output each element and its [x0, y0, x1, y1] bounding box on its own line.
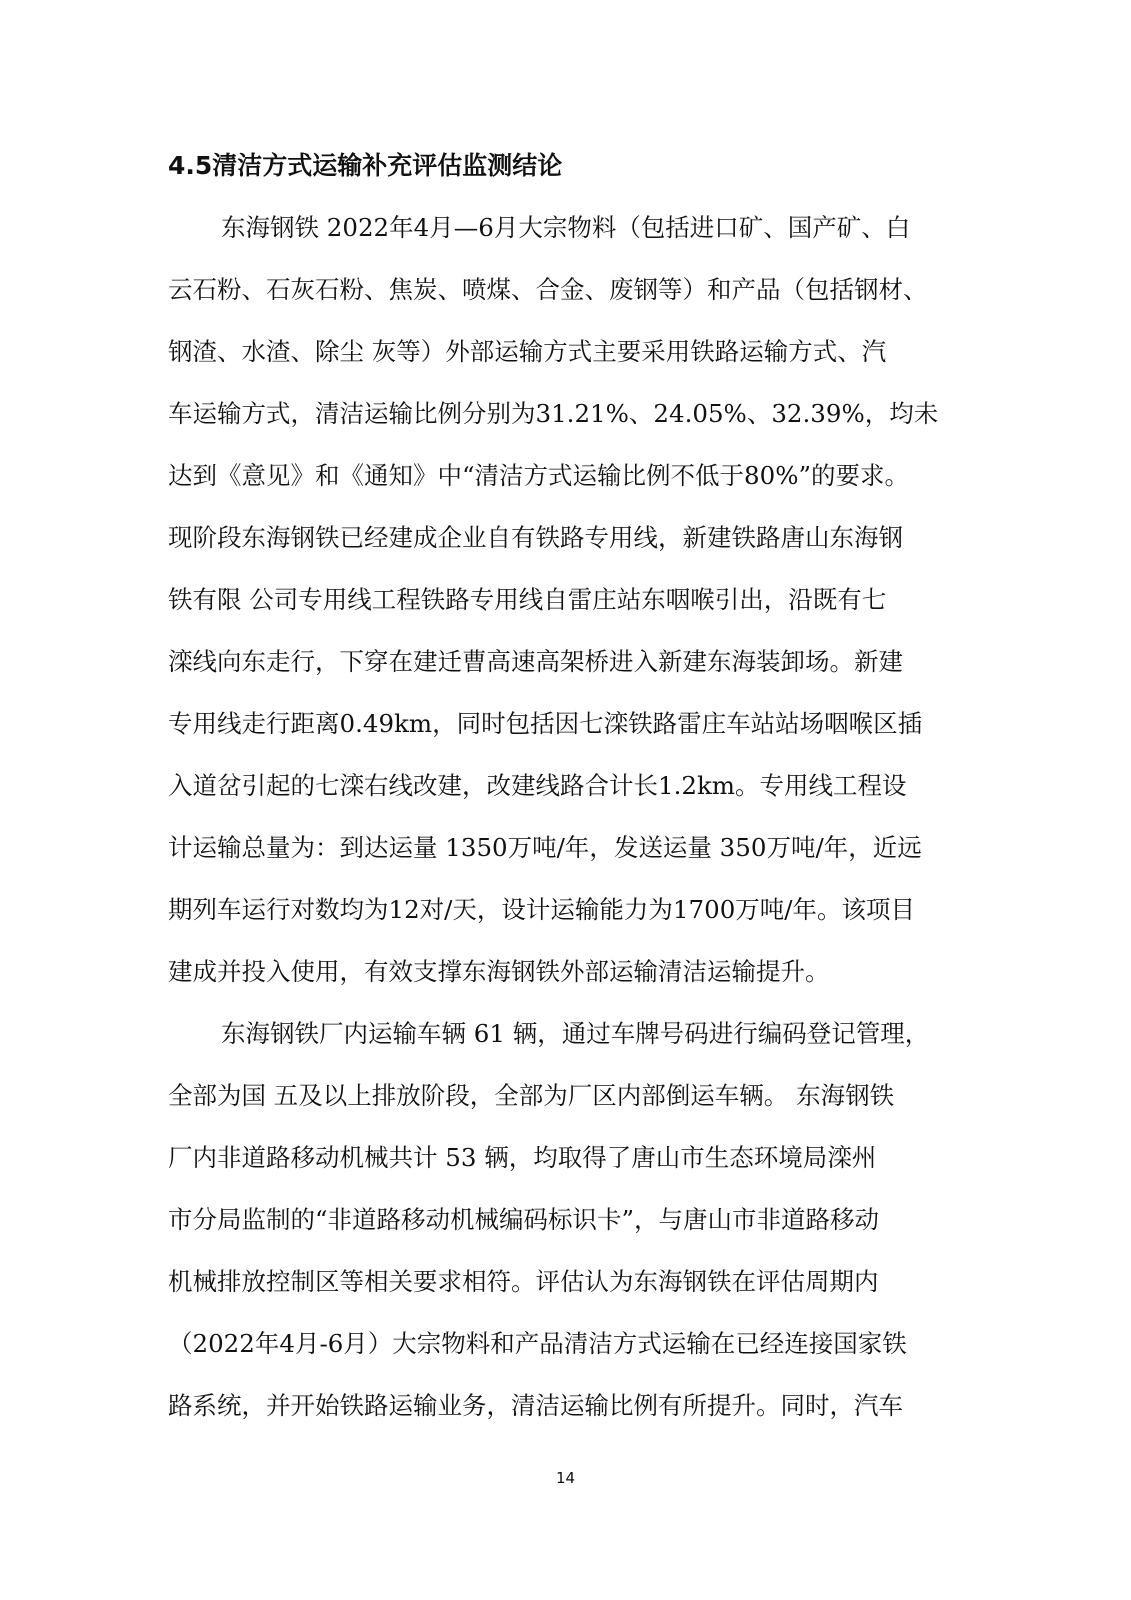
- paragraph-2-line-5: 机械排放控制区等相关要求相符。评估认为东海钢铁在评估周期内: [168, 1267, 879, 1296]
- paragraph-1-line-5: 达到《意见》和《通知》中“清洁方式运输比例不低于80%”的要求。: [168, 461, 910, 490]
- paragraph-1-line-8: 滦线向东走行，下穿在建迁曹高速高架桥进入新建东海装卸场。新建: [168, 647, 903, 676]
- paragraph-2-line-2: 全部为国 五及以上排放阶段，全部为厂区内部倒运车辆。 东海钢铁: [168, 1081, 895, 1110]
- page-number: 14: [555, 1469, 576, 1487]
- paragraph-1-line-10: 入道岔引起的七滦右线改建，改建线路合计长1.2km。专用线工程设: [168, 771, 907, 800]
- paragraph-1-line-13: 建成并投入使用，有效支撑东海钢铁外部运输清洁运输提升。: [168, 957, 830, 986]
- paragraph-1-line-3: 钢渣、水渣、除尘 灰等）外部运输方式主要采用铁路运输方式、汽: [168, 337, 887, 366]
- paragraph-2-line-4: 市分局监制的“非道路移动机械编码标识卡”，与唐山市非道路移动: [168, 1205, 880, 1234]
- paragraph-1-line-11: 计运输总量为：到达运量 1350万吨/年，发送运量 350万吨/年，近远: [168, 833, 922, 862]
- section-heading: 4.5清洁方式运输补充评估监测结论: [168, 151, 563, 180]
- paragraph-1-line-6: 现阶段东海钢铁已经建成企业自有铁路专用线，新建铁路唐山东海钢: [168, 523, 903, 552]
- paragraph-1-line-7: 铁有限 公司专用线工程铁路专用线自雷庄站东咽喉引出，沿既有七: [168, 585, 887, 614]
- paragraph-1-line-2: 云石粉、石灰石粉、焦炭、喷煤、合金、废钢等）和产品（包括钢材、: [168, 275, 928, 304]
- paragraph-1-line-12: 期列车运行对数均为12对/天，设计运输能力为1700万吨/年。该项目: [168, 895, 916, 924]
- paragraph-2-line-6: （2022年4月-6月）大宗物料和产品清洁方式运输在已经连接国家铁: [168, 1329, 907, 1358]
- paragraph-1-line-9: 专用线走行距离0.49km，同时包括因七滦铁路雷庄车站站场咽喉区插: [168, 709, 923, 738]
- paragraph-2-line-7: 路系统，并开始铁路运输业务，清洁运输比例有所提升。同时，汽车: [168, 1391, 903, 1420]
- paragraph-2-line-3: 厂内非道路移动机械共计 53 辆，均取得了唐山市生态环境局滦州: [168, 1143, 877, 1172]
- paragraph-2-line-1: 东海钢铁厂内运输车辆 61 辆，通过车牌号码进行编码登记管理，: [221, 1019, 930, 1048]
- paragraph-1-line-4: 车运输方式，清洁运输比例分别为31.21%、24.05%、32.39%，均未: [168, 399, 939, 428]
- paragraph-1-line-1: 东海钢铁 2022年4月—6月大宗物料（包括进口矿、国产矿、白: [221, 213, 911, 242]
